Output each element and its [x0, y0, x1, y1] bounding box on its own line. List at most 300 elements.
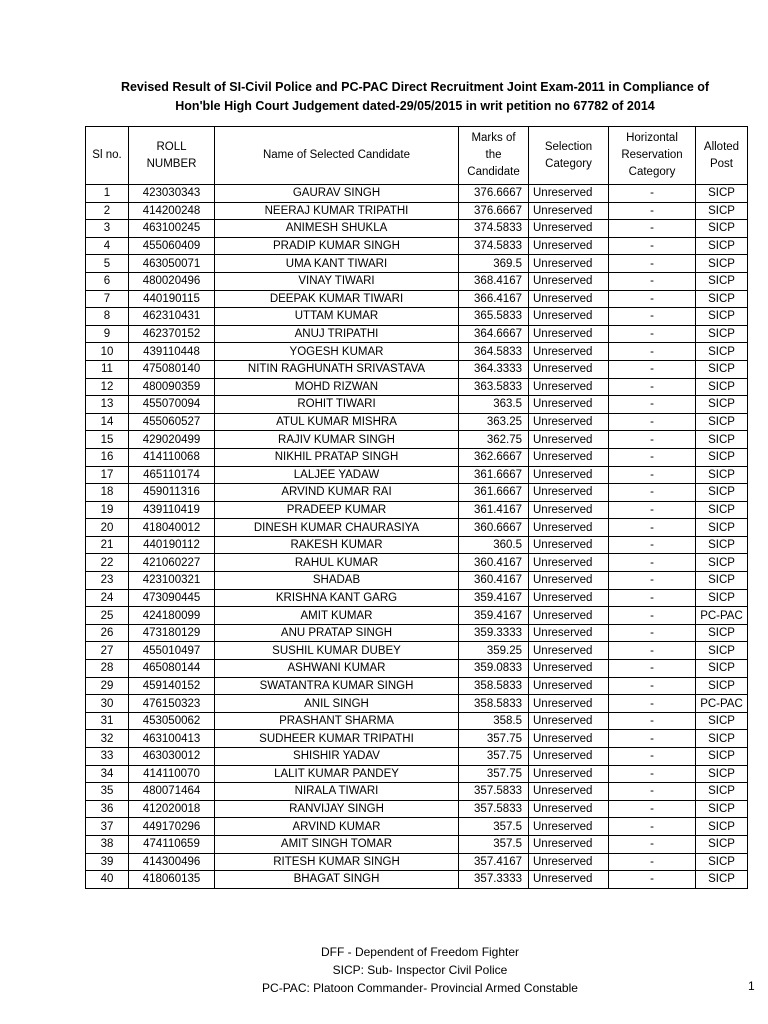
header-alloted-post: Alloted Post — [696, 127, 748, 185]
cell-marks: 359.0833 — [459, 660, 529, 678]
cell-alloted-post: SICP — [696, 800, 748, 818]
cell-marks: 362.75 — [459, 431, 529, 449]
table-row — [86, 748, 748, 766]
cell-candidate-name: ANIL SINGH — [215, 695, 459, 713]
cell-candidate-name: PRASHANT SHARMA — [215, 712, 459, 730]
cell-sl-no: 15 — [86, 431, 129, 449]
cell-candidate-name: AMIT KUMAR — [215, 607, 459, 625]
cell-selection-category: Unreserved — [529, 290, 609, 308]
cell-sl-no: 34 — [86, 765, 129, 783]
cell-alloted-post: SICP — [696, 255, 748, 273]
cell-roll-number: 465110174 — [129, 466, 215, 484]
cell-candidate-name: RITESH KUMAR SINGH — [215, 853, 459, 871]
table-row — [86, 730, 748, 748]
cell-sl-no: 36 — [86, 800, 129, 818]
cell-marks: 358.5 — [459, 712, 529, 730]
cell-roll-number: 421060227 — [129, 554, 215, 572]
cell-horizontal-reservation: - — [609, 202, 696, 220]
cell-candidate-name: SHADAB — [215, 572, 459, 590]
cell-alloted-post: SICP — [696, 853, 748, 871]
cell-selection-category: Unreserved — [529, 325, 609, 343]
cell-candidate-name: ATUL KUMAR MISHRA — [215, 413, 459, 431]
table-row — [86, 431, 748, 449]
cell-sl-no: 5 — [86, 255, 129, 273]
cell-selection-category: Unreserved — [529, 554, 609, 572]
table-row — [86, 607, 748, 625]
table-row — [86, 202, 748, 220]
cell-roll-number: 414300496 — [129, 853, 215, 871]
cell-marks: 360.4167 — [459, 572, 529, 590]
cell-selection-category: Unreserved — [529, 343, 609, 361]
cell-horizontal-reservation: - — [609, 466, 696, 484]
cell-marks: 359.25 — [459, 642, 529, 660]
table-row — [86, 185, 748, 203]
cell-sl-no: 12 — [86, 378, 129, 396]
cell-candidate-name: UTTAM KUMAR — [215, 308, 459, 326]
cell-roll-number: 418040012 — [129, 519, 215, 537]
cell-roll-number: 463050071 — [129, 255, 215, 273]
cell-candidate-name: YOGESH KUMAR — [215, 343, 459, 361]
cell-selection-category: Unreserved — [529, 835, 609, 853]
table-row — [86, 484, 748, 502]
cell-selection-category: Unreserved — [529, 360, 609, 378]
cell-candidate-name: SUSHIL KUMAR DUBEY — [215, 642, 459, 660]
cell-selection-category: Unreserved — [529, 677, 609, 695]
cell-candidate-name: NEERAJ KUMAR TRIPATHI — [215, 202, 459, 220]
table-row — [86, 325, 748, 343]
cell-alloted-post: SICP — [696, 484, 748, 502]
cell-horizontal-reservation: - — [609, 536, 696, 554]
cell-sl-no: 37 — [86, 818, 129, 836]
table-row — [86, 818, 748, 836]
table-row — [86, 378, 748, 396]
cell-selection-category: Unreserved — [529, 748, 609, 766]
table-row — [86, 677, 748, 695]
cell-roll-number: 455060527 — [129, 413, 215, 431]
cell-alloted-post: SICP — [696, 642, 748, 660]
cell-marks: 366.4167 — [459, 290, 529, 308]
cell-alloted-post: SICP — [696, 448, 748, 466]
cell-alloted-post: SICP — [696, 413, 748, 431]
table-row — [86, 642, 748, 660]
cell-marks: 374.5833 — [459, 237, 529, 255]
header-row — [86, 127, 748, 185]
cell-horizontal-reservation: - — [609, 589, 696, 607]
cell-horizontal-reservation: - — [609, 695, 696, 713]
cell-candidate-name: RAHUL KUMAR — [215, 554, 459, 572]
cell-horizontal-reservation: - — [609, 378, 696, 396]
cell-selection-category: Unreserved — [529, 185, 609, 203]
cell-selection-category: Unreserved — [529, 202, 609, 220]
cell-selection-category: Unreserved — [529, 308, 609, 326]
cell-candidate-name: NIKHIL PRATAP SINGH — [215, 448, 459, 466]
cell-roll-number: 476150323 — [129, 695, 215, 713]
cell-marks: 369.5 — [459, 255, 529, 273]
cell-horizontal-reservation: - — [609, 396, 696, 414]
table-row — [86, 466, 748, 484]
cell-sl-no: 31 — [86, 712, 129, 730]
table-row — [86, 871, 748, 889]
cell-roll-number: 418060135 — [129, 871, 215, 889]
cell-marks: 376.6667 — [459, 202, 529, 220]
cell-roll-number: 465080144 — [129, 660, 215, 678]
cell-roll-number: 424180099 — [129, 607, 215, 625]
cell-marks: 359.3333 — [459, 624, 529, 642]
cell-horizontal-reservation: - — [609, 343, 696, 361]
cell-selection-category: Unreserved — [529, 730, 609, 748]
cell-marks: 362.6667 — [459, 448, 529, 466]
cell-horizontal-reservation: - — [609, 360, 696, 378]
legend-sicp: SICP: Sub- Inspector Civil Police — [332, 963, 508, 977]
cell-roll-number: 455060409 — [129, 237, 215, 255]
cell-horizontal-reservation: - — [609, 272, 696, 290]
cell-horizontal-reservation: - — [609, 572, 696, 590]
cell-horizontal-reservation: - — [609, 220, 696, 238]
cell-roll-number: 473090445 — [129, 589, 215, 607]
cell-selection-category: Unreserved — [529, 712, 609, 730]
cell-alloted-post: SICP — [696, 466, 748, 484]
cell-sl-no: 30 — [86, 695, 129, 713]
cell-selection-category: Unreserved — [529, 272, 609, 290]
cell-marks: 358.5833 — [459, 677, 529, 695]
cell-sl-no: 22 — [86, 554, 129, 572]
table-row — [86, 308, 748, 326]
cell-selection-category: Unreserved — [529, 220, 609, 238]
cell-horizontal-reservation: - — [609, 255, 696, 273]
table-row — [86, 624, 748, 642]
table-row — [86, 765, 748, 783]
cell-alloted-post: SICP — [696, 185, 748, 203]
cell-marks: 357.5833 — [459, 800, 529, 818]
cell-alloted-post: SICP — [696, 360, 748, 378]
cell-candidate-name: BHAGAT SINGH — [215, 871, 459, 889]
cell-alloted-post: PC-PAC — [696, 695, 748, 713]
cell-alloted-post: SICP — [696, 272, 748, 290]
cell-candidate-name: ARVIND KUMAR RAI — [215, 484, 459, 502]
cell-selection-category: Unreserved — [529, 624, 609, 642]
cell-roll-number: 453050062 — [129, 712, 215, 730]
legend-dff: DFF - Dependent of Freedom Fighter — [320, 945, 520, 959]
cell-selection-category: Unreserved — [529, 871, 609, 889]
cell-selection-category: Unreserved — [529, 853, 609, 871]
cell-marks: 364.3333 — [459, 360, 529, 378]
cell-horizontal-reservation: - — [609, 677, 696, 695]
cell-marks: 360.6667 — [459, 519, 529, 537]
cell-candidate-name: RAJIV KUMAR SINGH — [215, 431, 459, 449]
cell-candidate-name: SHISHIR YADAV — [215, 748, 459, 766]
cell-alloted-post: SICP — [696, 396, 748, 414]
cell-horizontal-reservation: - — [609, 835, 696, 853]
cell-roll-number: 474110659 — [129, 835, 215, 853]
cell-candidate-name: RAKESH KUMAR — [215, 536, 459, 554]
cell-roll-number: 463100413 — [129, 730, 215, 748]
cell-sl-no: 9 — [86, 325, 129, 343]
cell-roll-number: 462310431 — [129, 308, 215, 326]
cell-candidate-name: KRISHNA KANT GARG — [215, 589, 459, 607]
cell-alloted-post: SICP — [696, 624, 748, 642]
cell-marks: 357.5833 — [459, 783, 529, 801]
header-horizontal-reservation: Horizontal Reservation Category — [609, 127, 696, 185]
cell-marks: 359.4167 — [459, 607, 529, 625]
cell-sl-no: 2 — [86, 202, 129, 220]
cell-horizontal-reservation: - — [609, 712, 696, 730]
cell-candidate-name: VINAY TIWARI — [215, 272, 459, 290]
cell-selection-category: Unreserved — [529, 255, 609, 273]
cell-marks: 363.5 — [459, 396, 529, 414]
table-row — [86, 237, 748, 255]
cell-candidate-name: PRADEEP KUMAR — [215, 501, 459, 519]
header-candidate-name: Name of Selected Candidate — [215, 127, 459, 185]
cell-marks: 357.75 — [459, 748, 529, 766]
cell-alloted-post: SICP — [696, 237, 748, 255]
cell-candidate-name: ARVIND KUMAR — [215, 818, 459, 836]
cell-selection-category: Unreserved — [529, 431, 609, 449]
cell-marks: 358.5833 — [459, 695, 529, 713]
cell-sl-no: 11 — [86, 360, 129, 378]
cell-candidate-name: ROHIT TIWARI — [215, 396, 459, 414]
cell-candidate-name: SWATANTRA KUMAR SINGH — [215, 677, 459, 695]
header-roll-number: ROLL NUMBER — [129, 127, 215, 185]
cell-horizontal-reservation: - — [609, 660, 696, 678]
table-row — [86, 519, 748, 537]
cell-selection-category: Unreserved — [529, 765, 609, 783]
cell-sl-no: 27 — [86, 642, 129, 660]
table-row — [86, 272, 748, 290]
cell-candidate-name: GAURAV SINGH — [215, 185, 459, 203]
cell-roll-number: 414200248 — [129, 202, 215, 220]
cell-selection-category: Unreserved — [529, 660, 609, 678]
cell-horizontal-reservation: - — [609, 607, 696, 625]
cell-sl-no: 25 — [86, 607, 129, 625]
cell-selection-category: Unreserved — [529, 448, 609, 466]
cell-candidate-name: DEEPAK KUMAR TIWARI — [215, 290, 459, 308]
cell-marks: 376.6667 — [459, 185, 529, 203]
table-row — [86, 448, 748, 466]
cell-sl-no: 4 — [86, 237, 129, 255]
cell-roll-number: 449170296 — [129, 818, 215, 836]
cell-alloted-post: SICP — [696, 431, 748, 449]
cell-marks: 374.5833 — [459, 220, 529, 238]
cell-selection-category: Unreserved — [529, 589, 609, 607]
cell-roll-number: 440190115 — [129, 290, 215, 308]
table-row — [86, 255, 748, 273]
cell-horizontal-reservation: - — [609, 765, 696, 783]
cell-alloted-post: SICP — [696, 730, 748, 748]
cell-selection-category: Unreserved — [529, 466, 609, 484]
table-row — [86, 835, 748, 853]
results-body — [86, 185, 748, 889]
cell-horizontal-reservation: - — [609, 624, 696, 642]
cell-selection-category: Unreserved — [529, 642, 609, 660]
header-selection-category: Selection Category — [529, 127, 609, 185]
cell-selection-category: Unreserved — [529, 572, 609, 590]
cell-roll-number: 463100245 — [129, 220, 215, 238]
cell-alloted-post: SICP — [696, 660, 748, 678]
cell-alloted-post: SICP — [696, 536, 748, 554]
cell-candidate-name: LALJEE YADAW — [215, 466, 459, 484]
cell-roll-number: 440190112 — [129, 536, 215, 554]
cell-alloted-post: PC-PAC — [696, 607, 748, 625]
table-row — [86, 343, 748, 361]
cell-roll-number: 412020018 — [129, 800, 215, 818]
cell-marks: 364.5833 — [459, 343, 529, 361]
cell-candidate-name: ANU PRATAP SINGH — [215, 624, 459, 642]
cell-marks: 357.3333 — [459, 871, 529, 889]
cell-horizontal-reservation: - — [609, 818, 696, 836]
table-row — [86, 360, 748, 378]
cell-roll-number: 480020496 — [129, 272, 215, 290]
cell-horizontal-reservation: - — [609, 413, 696, 431]
cell-selection-category: Unreserved — [529, 501, 609, 519]
cell-horizontal-reservation: - — [609, 484, 696, 502]
cell-candidate-name: MOHD RIZWAN — [215, 378, 459, 396]
cell-alloted-post: SICP — [696, 783, 748, 801]
table-row — [86, 589, 748, 607]
cell-sl-no: 21 — [86, 536, 129, 554]
cell-alloted-post: SICP — [696, 202, 748, 220]
cell-alloted-post: SICP — [696, 378, 748, 396]
table-row — [86, 660, 748, 678]
cell-marks: 360.5 — [459, 536, 529, 554]
cell-sl-no: 38 — [86, 835, 129, 853]
cell-marks: 357.5 — [459, 818, 529, 836]
cell-marks: 357.4167 — [459, 853, 529, 871]
cell-sl-no: 39 — [86, 853, 129, 871]
cell-horizontal-reservation: - — [609, 448, 696, 466]
cell-alloted-post: SICP — [696, 554, 748, 572]
cell-candidate-name: ASHWANI KUMAR — [215, 660, 459, 678]
cell-roll-number: 455070094 — [129, 396, 215, 414]
title-line-2: Hon'ble High Court Judgement dated-29/05/2015 in writ petition no 67782 of 2014 — [175, 99, 655, 113]
cell-sl-no: 40 — [86, 871, 129, 889]
cell-sl-no: 6 — [86, 272, 129, 290]
cell-selection-category: Unreserved — [529, 695, 609, 713]
cell-marks: 361.6667 — [459, 466, 529, 484]
cell-marks: 357.75 — [459, 730, 529, 748]
table-row — [86, 800, 748, 818]
cell-horizontal-reservation: - — [609, 730, 696, 748]
cell-sl-no: 26 — [86, 624, 129, 642]
cell-marks: 363.5833 — [459, 378, 529, 396]
cell-selection-category: Unreserved — [529, 378, 609, 396]
cell-marks: 368.4167 — [459, 272, 529, 290]
cell-horizontal-reservation: - — [609, 325, 696, 343]
header-marks: Marks of the Candidate — [459, 127, 529, 185]
cell-sl-no: 24 — [86, 589, 129, 607]
cell-alloted-post: SICP — [696, 501, 748, 519]
cell-alloted-post: SICP — [696, 765, 748, 783]
table-row — [86, 712, 748, 730]
table-row — [86, 695, 748, 713]
cell-sl-no: 23 — [86, 572, 129, 590]
table-row — [86, 783, 748, 801]
cell-selection-category: Unreserved — [529, 818, 609, 836]
results-table — [85, 126, 748, 889]
cell-marks: 361.4167 — [459, 501, 529, 519]
cell-alloted-post: SICP — [696, 572, 748, 590]
page-number: 1 — [748, 979, 755, 993]
cell-sl-no: 18 — [86, 484, 129, 502]
cell-selection-category: Unreserved — [529, 396, 609, 414]
cell-candidate-name: AMIT SINGH TOMAR — [215, 835, 459, 853]
cell-sl-no: 17 — [86, 466, 129, 484]
cell-horizontal-reservation: - — [609, 871, 696, 889]
cell-alloted-post: SICP — [696, 677, 748, 695]
table-row — [86, 853, 748, 871]
cell-roll-number: 463030012 — [129, 748, 215, 766]
cell-horizontal-reservation: - — [609, 237, 696, 255]
cell-roll-number: 459011316 — [129, 484, 215, 502]
cell-sl-no: 1 — [86, 185, 129, 203]
cell-alloted-post: SICP — [696, 712, 748, 730]
cell-marks: 364.6667 — [459, 325, 529, 343]
cell-marks: 359.4167 — [459, 589, 529, 607]
cell-marks: 361.6667 — [459, 484, 529, 502]
cell-horizontal-reservation: - — [609, 642, 696, 660]
cell-horizontal-reservation: - — [609, 519, 696, 537]
cell-marks: 357.5 — [459, 835, 529, 853]
table-row — [86, 572, 748, 590]
cell-marks: 363.25 — [459, 413, 529, 431]
cell-selection-category: Unreserved — [529, 519, 609, 537]
cell-sl-no: 16 — [86, 448, 129, 466]
cell-sl-no: 35 — [86, 783, 129, 801]
cell-candidate-name: NITIN RAGHUNATH SRIVASTAVA — [215, 360, 459, 378]
cell-sl-no: 14 — [86, 413, 129, 431]
cell-horizontal-reservation: - — [609, 554, 696, 572]
cell-sl-no: 3 — [86, 220, 129, 238]
cell-candidate-name: ANUJ TRIPATHI — [215, 325, 459, 343]
cell-alloted-post: SICP — [696, 835, 748, 853]
cell-horizontal-reservation: - — [609, 185, 696, 203]
cell-selection-category: Unreserved — [529, 484, 609, 502]
cell-roll-number: 439110419 — [129, 501, 215, 519]
cell-horizontal-reservation: - — [609, 431, 696, 449]
cell-sl-no: 28 — [86, 660, 129, 678]
cell-alloted-post: SICP — [696, 220, 748, 238]
table-row — [86, 220, 748, 238]
cell-alloted-post: SICP — [696, 818, 748, 836]
cell-candidate-name: NIRALA TIWARI — [215, 783, 459, 801]
cell-horizontal-reservation: - — [609, 800, 696, 818]
cell-roll-number: 480071464 — [129, 783, 215, 801]
cell-candidate-name: RANVIJAY SINGH — [215, 800, 459, 818]
cell-alloted-post: SICP — [696, 308, 748, 326]
table-row — [86, 536, 748, 554]
cell-roll-number: 414110070 — [129, 765, 215, 783]
cell-selection-category: Unreserved — [529, 237, 609, 255]
legend — [200, 943, 640, 997]
cell-horizontal-reservation: - — [609, 748, 696, 766]
cell-candidate-name: ANIMESH SHUKLA — [215, 220, 459, 238]
cell-alloted-post: SICP — [696, 343, 748, 361]
cell-horizontal-reservation: - — [609, 290, 696, 308]
cell-roll-number: 473180129 — [129, 624, 215, 642]
cell-horizontal-reservation: - — [609, 783, 696, 801]
cell-selection-category: Unreserved — [529, 607, 609, 625]
table-row — [86, 501, 748, 519]
cell-roll-number: 455010497 — [129, 642, 215, 660]
cell-roll-number: 475080140 — [129, 360, 215, 378]
cell-candidate-name: SUDHEER KUMAR TRIPATHI — [215, 730, 459, 748]
cell-roll-number: 459140152 — [129, 677, 215, 695]
cell-selection-category: Unreserved — [529, 783, 609, 801]
document-title — [70, 78, 760, 116]
cell-sl-no: 32 — [86, 730, 129, 748]
cell-candidate-name: UMA KANT TIWARI — [215, 255, 459, 273]
cell-selection-category: Unreserved — [529, 413, 609, 431]
cell-alloted-post: SICP — [696, 325, 748, 343]
